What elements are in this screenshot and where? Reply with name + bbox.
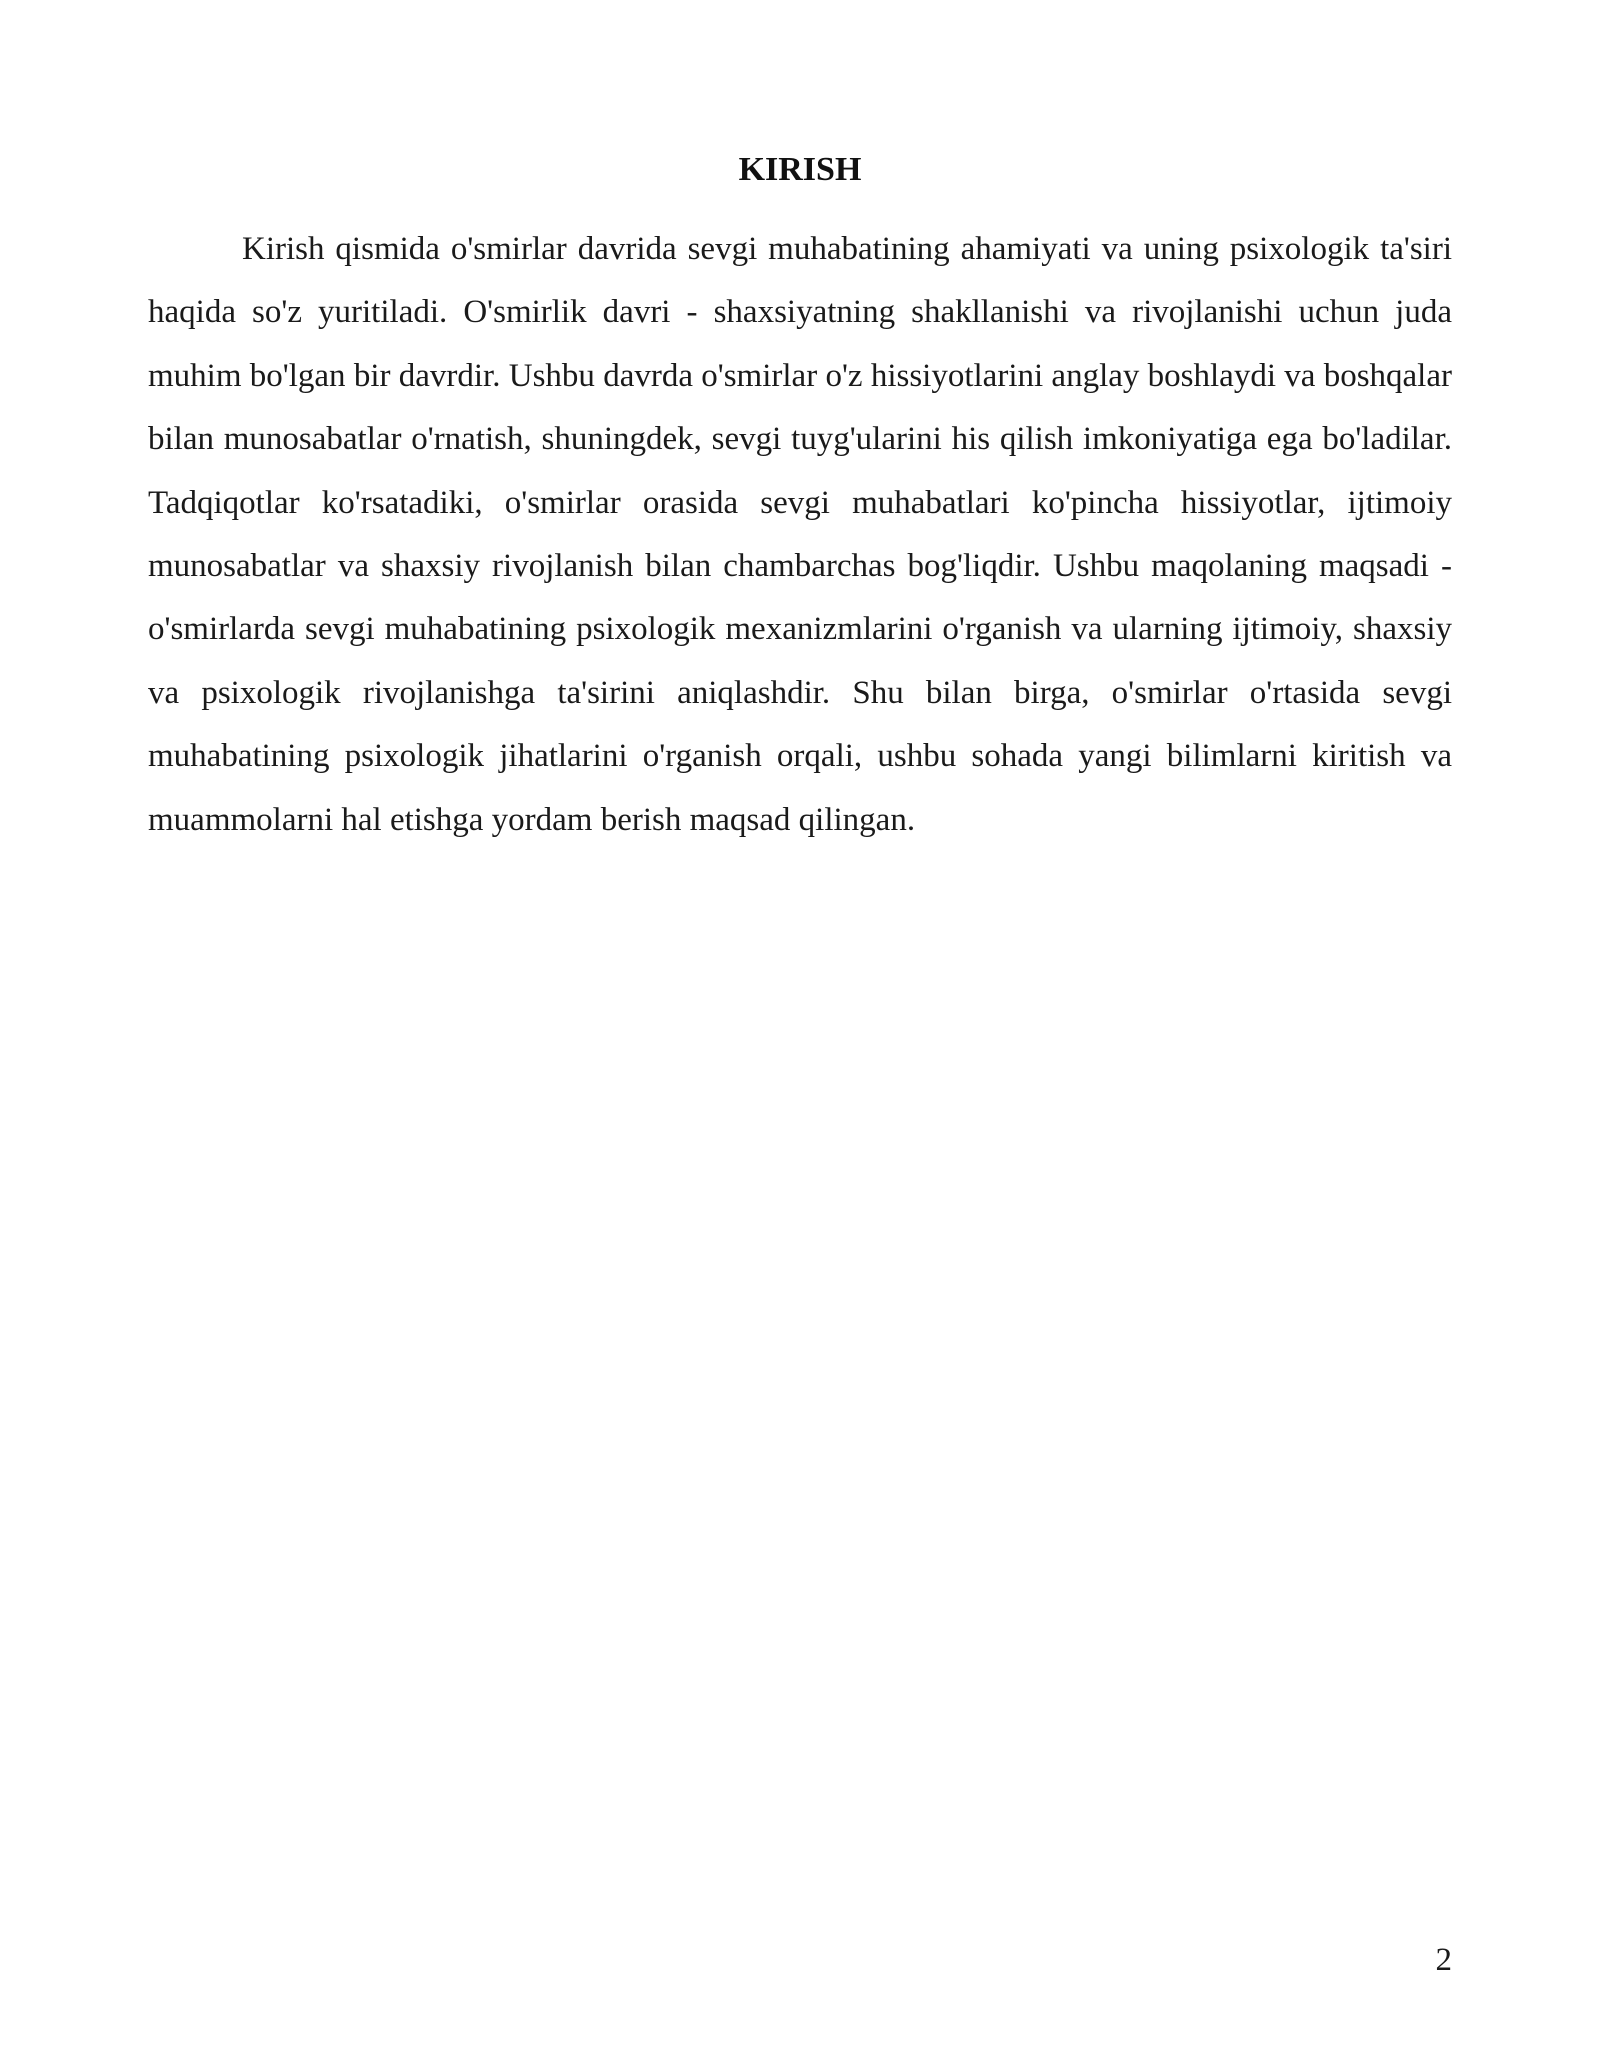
body-paragraph: Kirish qismida o'smirlar davrida sevgi muhabatining ahamiyati va uning psixologik ta'siri haqida so'z yuritiladi. O'smirlik davri - shaxsiyatning shakllanishi va rivojlanishi uchun juda muhim bo'lgan bir davrdir. Ushbu davrda o'smirlar o'z hissiyotlarini anglay boshlaydi va boshqalar bilan munosabatlar o'rnatish, shuningdek, sevgi tuyg'ularini his qilish imkoniyatiga ega bo'ladilar. Tadqiqotlar ko'rsatadiki, o'smirlar orasida sevgi muhabatlari ko'pincha hissiyotlar, ijtimoiy munosabatlar va shaxsiy rivojlanish bilan chambarchas bog'liqdir. Ushbu maqolaning maqsadi - o'smirlarda sevgi muhabatining psixologik mexanizmlarini o'rganish va ularning ijtimoiy, shaxsiy va psixologik rivojlanishga ta'sirini aniqlashdir. Shu bilan birga, o'smirlar o'rtasida sevgi muhabatining psixologik jihatlarini o'rganish orqali, ushbu sohada yangi bilimlarni kiritish va muammolarni hal etishga yordam berish maqsad qilingan. xyxy=(148,231,1452,838)
section-heading: KIRISH xyxy=(738,151,862,188)
page-number: 2 xyxy=(1435,1942,1452,1978)
